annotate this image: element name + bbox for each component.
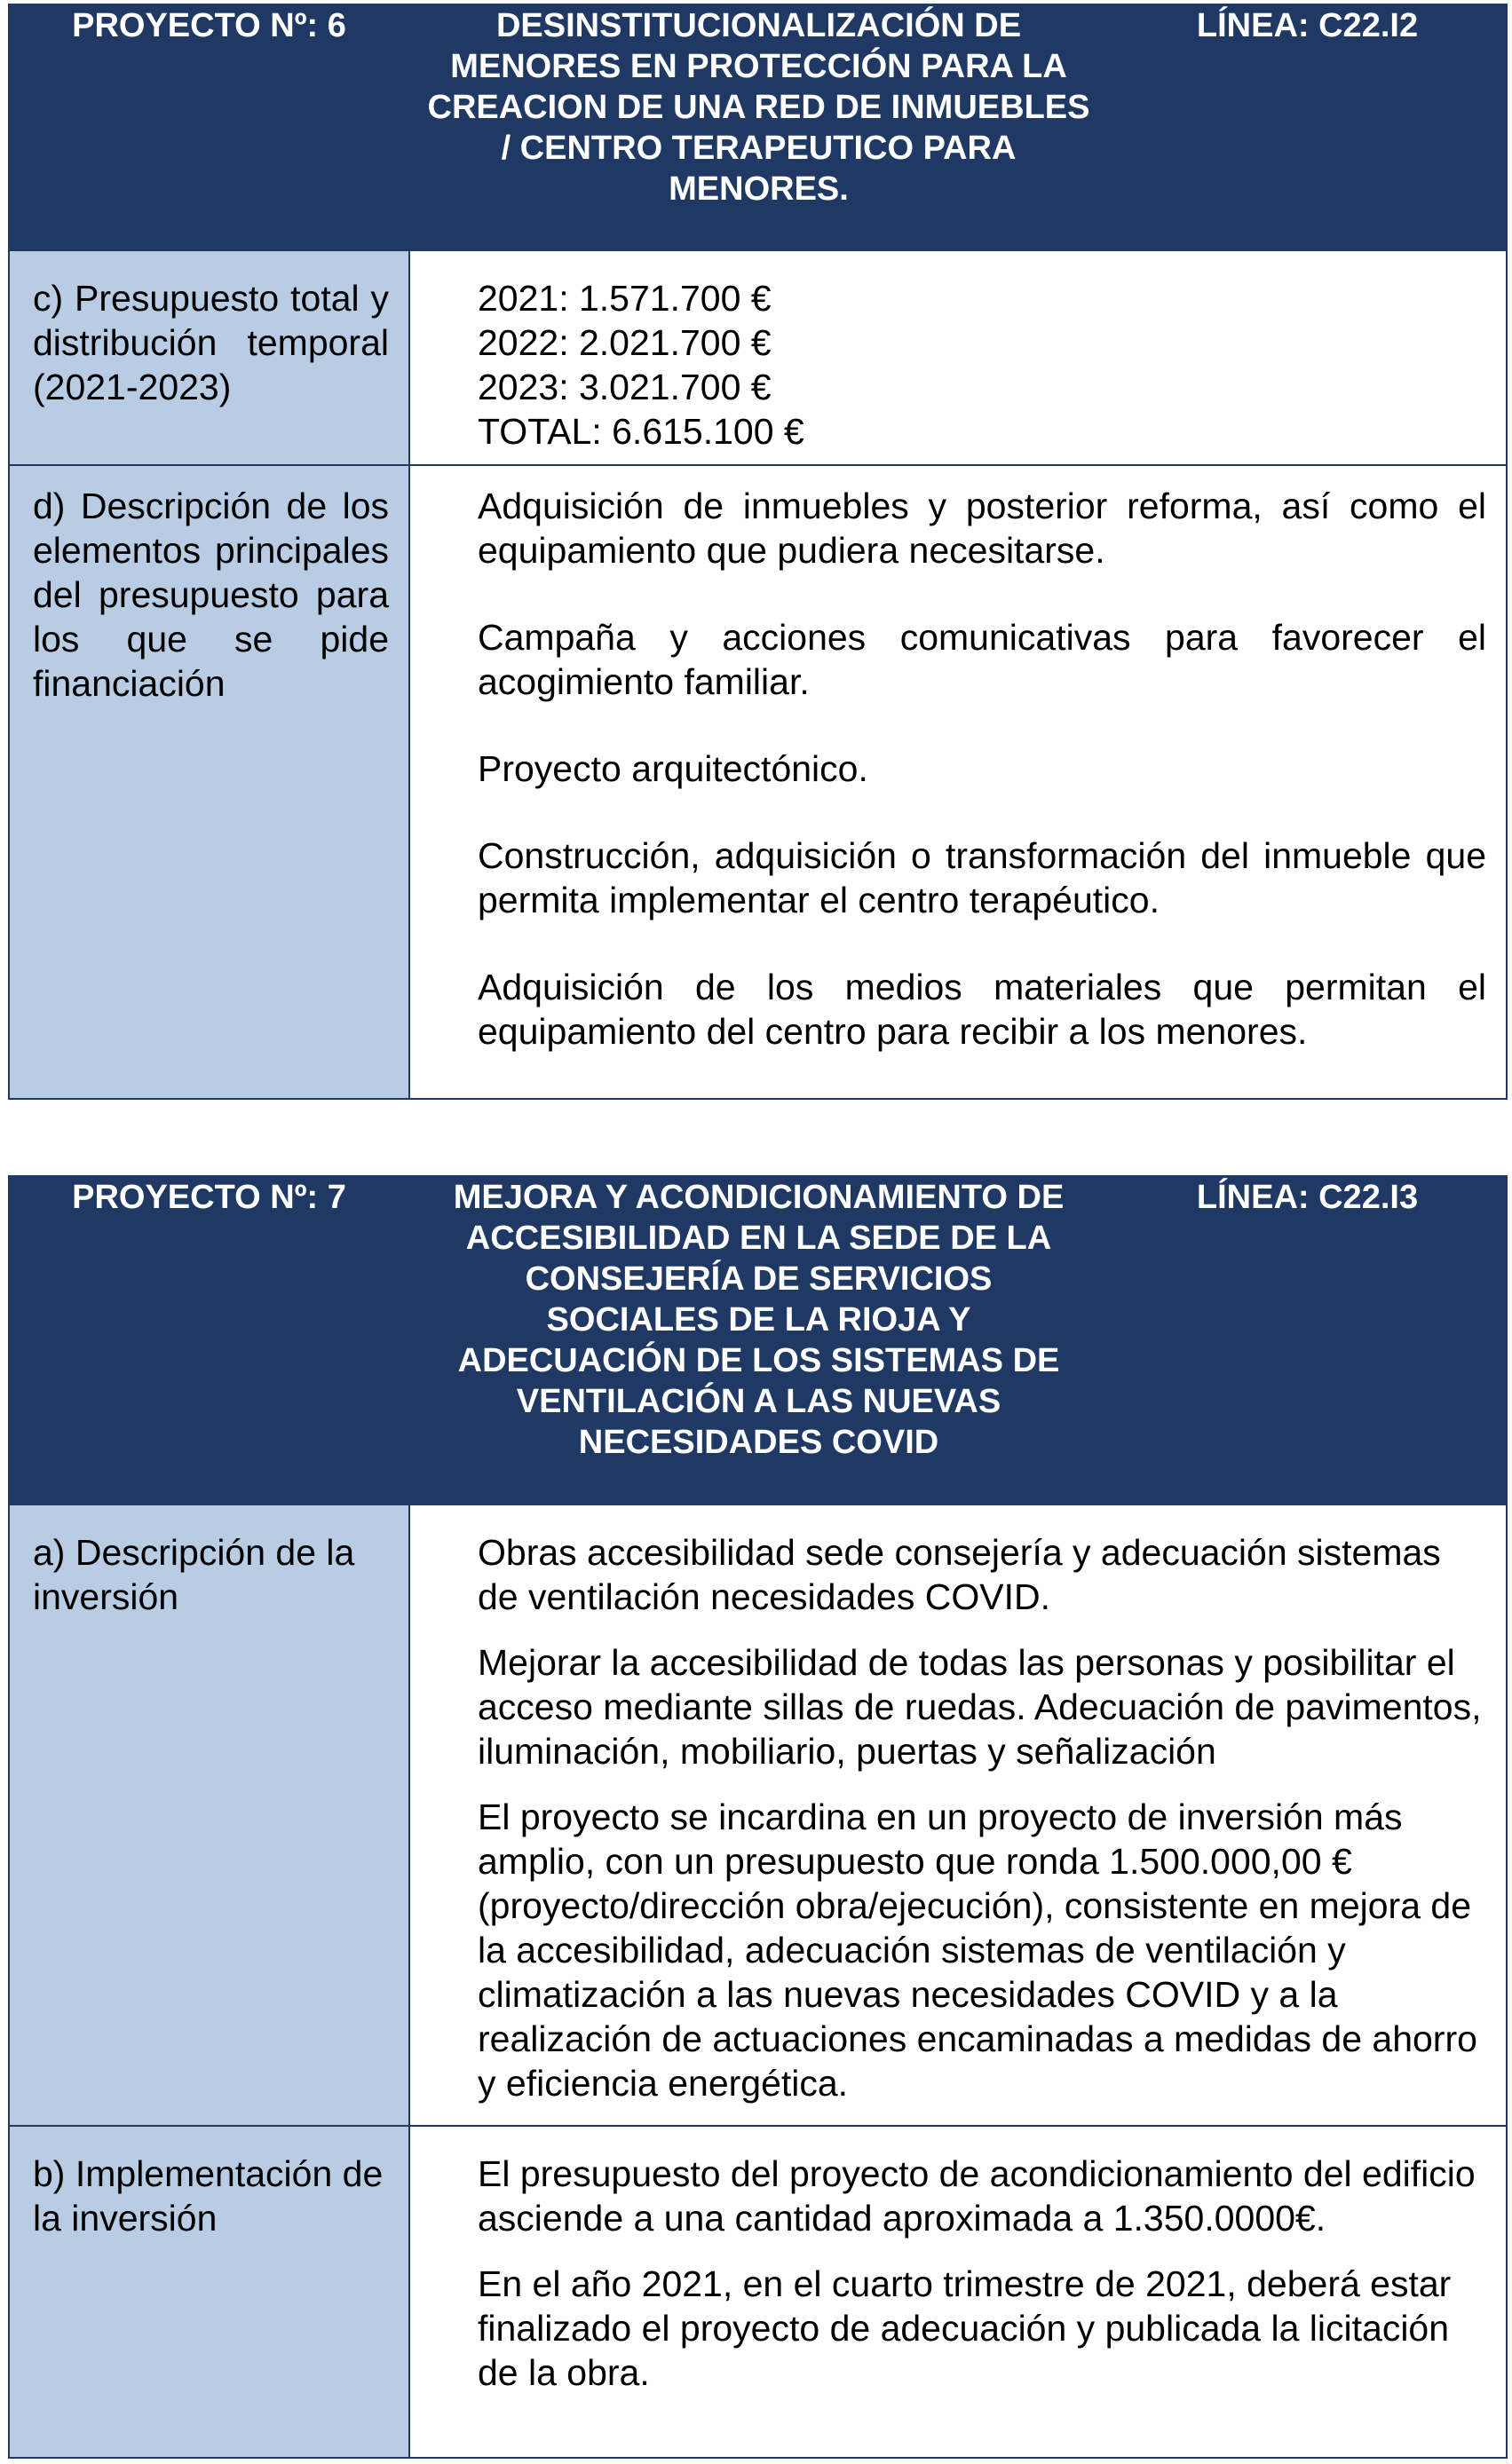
budget-elements-cell xyxy=(409,465,1507,1099)
project-7-table xyxy=(8,1175,1508,2459)
budget-elements-label-cell xyxy=(9,465,409,1099)
budget-label: c) Presupuesto total y distribución temporal (2021-2023) xyxy=(33,278,389,407)
investment-description-label-cell xyxy=(9,1504,409,2126)
investment-description-label: a) Descripción de la inversión xyxy=(33,1532,355,1617)
investment-implementation-cell xyxy=(409,2126,1507,2458)
project-7-number: PROYECTO Nº: 7 xyxy=(9,1176,409,1504)
project-7-line: LÍNEA: C22.I3 xyxy=(1108,1176,1507,1504)
implementation-paragraph-2: En el año 2021, en el cuarto trimestre de 2021, deberá estar finalizado el proyecto de adecuación y publicada la licitación de la obra. xyxy=(478,2263,1452,2393)
description-paragraph-1: Obras accesibilidad sede consejería y adecuación sistemas de ventilación necesidades COVID. xyxy=(478,1532,1441,1617)
element-paragraph-3: Proyecto arquitectónico. xyxy=(478,748,868,789)
implementation-paragraph-1: El presupuesto del proyecto de acondicionamiento del edificio asciende a una cantidad aproximada a 1.350.0000€. xyxy=(478,2153,1476,2239)
project-6-title: DESINSTITUCIONALIZACIÓN DE MENORES EN PROTECCIÓN PARA LA CREACION DE UNA RED DE INMUEBLES / CENTRO TERAPEUTICO PARA MENORES. xyxy=(409,4,1108,250)
project-6-number: PROYECTO Nº: 6 xyxy=(9,4,409,250)
investment-description-cell xyxy=(409,1504,1507,2126)
investment-implementation-label-cell xyxy=(9,2126,409,2458)
investment-implementation-label: b) Implementación de la inversión xyxy=(33,2153,384,2239)
description-paragraph-3: El proyecto se incardina en un proyecto de inversión más amplio, con un presupuesto que ronda 1.500.000,00 € (proyecto/dirección obra/ejecución), consistente en mejora de la accesibilidad, adecuación sistemas de ventilación y climatización a las nuevas necesidades COVID y a la realización de actuaciones encaminadas a medidas de ahorro y eficiencia energética. xyxy=(478,1797,1477,2104)
project-7-title: MEJORA Y ACONDICIONAMIENTO DE ACCESIBILIDAD EN LA SEDE DE LA CONSEJERÍA DE SERVICIOS SOCIALES DE LA RIOJA Y ADECUACIÓN DE LOS SISTEMAS DE VENTILACIÓN A LAS NUEVAS NECESIDADES COVID xyxy=(409,1176,1108,1504)
budget-2021: 2021: 1.571.700 € xyxy=(478,278,772,319)
project-6-line: LÍNEA: C22.I2 xyxy=(1108,4,1507,250)
description-paragraph-2: Mejorar la accesibilidad de todas las personas y posibilitar el acceso mediante sillas de ruedas. Adecuación de pavimentos, iluminación, mobiliario, puertas y señalización xyxy=(478,1642,1482,1772)
element-paragraph-5: Adquisición de los medios materiales que permitan el equipamiento del centro para recibir a los menores. xyxy=(478,967,1486,1052)
element-paragraph-1: Adquisición de inmuebles y posterior reforma, así como el equipamiento que pudiera necesitarse. xyxy=(478,486,1486,571)
budget-values-cell xyxy=(409,250,1507,465)
budget-label-cell xyxy=(9,250,409,465)
element-paragraph-4: Construcción, adquisición o transformación del inmueble que permita implementar el centro terapéutico. xyxy=(478,835,1486,920)
element-paragraph-2: Campaña y acciones comunicativas para favorecer el acogimiento familiar. xyxy=(478,617,1486,702)
budget-2023: 2023: 3.021.700 € xyxy=(478,367,772,407)
project-6-table xyxy=(8,4,1508,1100)
budget-total: TOTAL: 6.615.100 € xyxy=(478,411,804,452)
budget-elements-label: d) Descripción de los elementos principales del presupuesto para los que se pide financiación xyxy=(33,486,389,704)
budget-2022: 2022: 2.021.700 € xyxy=(478,322,772,363)
